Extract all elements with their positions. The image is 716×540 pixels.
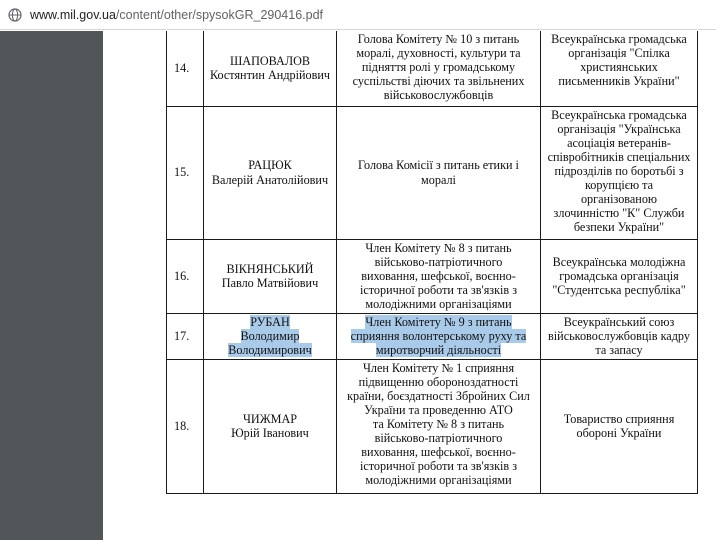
- role-line: військово-патріотичного: [374, 430, 503, 445]
- org-line: Всеукраїнська громадська: [551, 32, 687, 46]
- table-row: [167, 239, 698, 313]
- role-line: підвищенню обороноздатності: [358, 374, 519, 389]
- org-line: організація "Спілка: [568, 46, 670, 61]
- role-line: країни, боєздатності Збройних Сил: [347, 388, 530, 403]
- role-line: миротворчий діяльності: [375, 343, 502, 358]
- table-row: [167, 359, 698, 493]
- role-line-wrap: [340, 343, 537, 357]
- member-role: [337, 359, 541, 493]
- role-line: Член Комітету № 9 з питань: [365, 314, 512, 329]
- member-role: [337, 313, 541, 359]
- table-row: [167, 31, 698, 106]
- org-line: письменників України": [558, 74, 680, 89]
- role-line: молодіжними організаціями: [365, 473, 512, 488]
- member-name: [204, 106, 337, 239]
- member-name: [204, 359, 337, 493]
- members-table: [166, 31, 698, 494]
- role-line: виховання, шефської, воєнно-: [361, 268, 516, 283]
- member-surname: РАЦЮК: [248, 158, 292, 173]
- org-line: асоціація ветеранів-: [567, 135, 671, 150]
- role-line: підняття ролі у громадському: [361, 60, 516, 75]
- org-line: організація "Українська: [557, 121, 681, 136]
- member-surname: ВІКНЯНСЬКИЙ: [226, 261, 314, 276]
- member-given-name: Костянтин Андрійович: [209, 68, 331, 83]
- member-organization: [541, 31, 698, 106]
- member-role: [337, 106, 541, 239]
- org-line: злочинністю "К" Служби: [553, 206, 685, 221]
- role-line: моралі, духовності, культури та: [356, 46, 521, 61]
- member-given-name: Павло Матвійович: [221, 276, 319, 290]
- role-line-wrap: [340, 315, 537, 329]
- member-surname: ЧИЖМАР: [242, 411, 298, 426]
- org-line: безпеки України": [573, 220, 665, 235]
- role-line: Голова Комісії з питань етики і: [358, 158, 519, 173]
- role-line: військово-патріотичного: [374, 254, 503, 269]
- member-name-line: [207, 315, 333, 329]
- member-patronymic: Володимирович: [228, 343, 312, 358]
- member-organization: [541, 239, 698, 313]
- role-line: Член Комітету № 8 з питань: [365, 240, 512, 255]
- role-line: України та проведенню АТО: [364, 402, 513, 417]
- org-line: корупцією та: [584, 177, 654, 192]
- org-line: та запасу: [595, 343, 643, 358]
- table-row: [167, 313, 698, 359]
- role-line: суспільстві діючих та звільнених: [352, 74, 525, 89]
- member-surname: ШАПОВАЛОВ: [229, 54, 311, 69]
- member-given-name: Валерій Анатолійович: [211, 172, 329, 187]
- url-host: www.mil.gov.ua: [30, 7, 116, 22]
- role-line: молодіжними організаціями: [365, 296, 512, 311]
- role-line: та Комітету № 8 з питань: [372, 416, 505, 431]
- member-given-name: Володимир: [240, 328, 300, 343]
- url-path: /content/other/spysokGR_290416.pdf: [115, 7, 324, 22]
- org-line: Всеукраїнський союз: [563, 314, 675, 329]
- member-role: [337, 31, 541, 106]
- globe-icon: [8, 8, 22, 22]
- org-line: Всеукраїнська молодіжна: [552, 254, 686, 269]
- org-line: Всеукраїнська громадська: [551, 107, 687, 122]
- org-line: Товариство сприяння: [563, 411, 675, 426]
- member-name: [204, 239, 337, 313]
- member-organization: [541, 106, 698, 239]
- member-role: [337, 239, 541, 313]
- row-number: 15.: [167, 106, 204, 239]
- member-organization: [541, 313, 698, 359]
- url-text[interactable]: [30, 8, 323, 22]
- browser-address-bar[interactable]: [0, 0, 716, 30]
- role-line: Член Комітету № 1 сприяння: [362, 360, 515, 375]
- org-line: громадська організація: [559, 268, 679, 283]
- role-line-wrap: [340, 329, 537, 343]
- role-line: моралі: [421, 172, 456, 187]
- role-line: Голова Комітету № 10 з питань: [357, 32, 520, 46]
- role-line: сприяння волонтерському руху та: [350, 328, 527, 343]
- role-line: історичної роботи та зв'язків з: [359, 459, 518, 474]
- member-name-line: [207, 329, 333, 343]
- org-line: християнських: [580, 60, 658, 75]
- row-number: 18.: [167, 359, 204, 493]
- row-number: 14.: [167, 31, 204, 106]
- org-line: обороні України: [576, 426, 662, 440]
- member-organization: [541, 359, 698, 493]
- member-name: [204, 31, 337, 106]
- member-given-name: Юрій Іванович: [231, 426, 309, 440]
- org-line: співробітників спеціальних: [547, 149, 691, 164]
- role-line: військовослужбовців: [383, 88, 494, 103]
- member-name-line: [207, 343, 333, 357]
- row-number: 17.: [167, 313, 204, 359]
- org-line: організованою: [580, 192, 658, 207]
- member-name: [204, 313, 337, 359]
- role-line: виховання, шефської, воєнно-: [361, 445, 516, 460]
- pdf-viewer-background: [0, 31, 103, 540]
- role-line: історичної роботи та зв'язків з: [359, 282, 518, 297]
- org-line: "Студентська республіка": [552, 283, 686, 298]
- org-line: підрозділів по боротьбі з: [554, 163, 684, 178]
- org-line: військовослужбовців кадру: [548, 328, 690, 343]
- pdf-page: [103, 31, 716, 540]
- table-row: [167, 106, 698, 239]
- member-surname: РУБАН: [250, 314, 290, 329]
- row-number: 16.: [167, 239, 204, 313]
